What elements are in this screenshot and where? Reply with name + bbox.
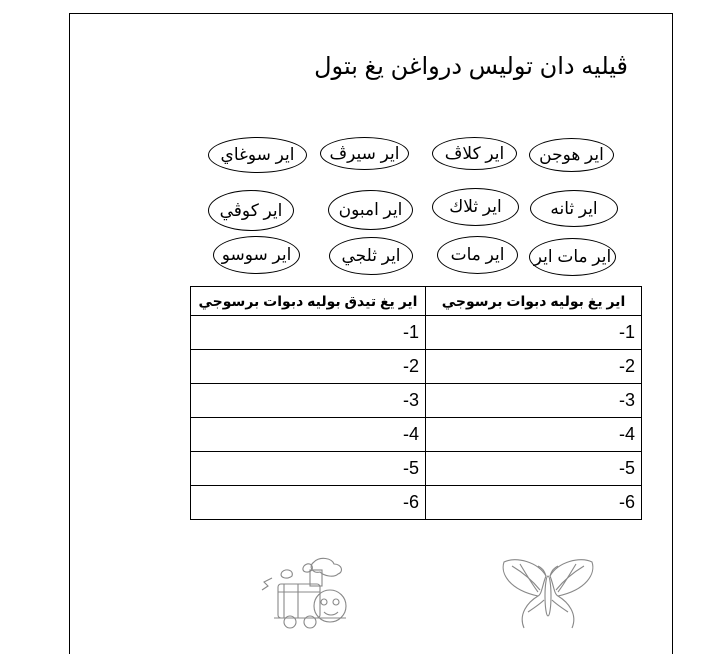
word-oval: اير امبون <box>328 190 413 230</box>
table-row <box>191 384 642 418</box>
header-allowed: اير يغ بوليه دبوات برسوجي <box>426 287 642 316</box>
word-oval: اير ثلجي <box>329 237 413 275</box>
answer-cell[interactable]: 2- <box>191 350 426 384</box>
word-oval: اير هوجن <box>529 138 614 172</box>
table-row <box>191 316 642 350</box>
word-oval: اير كلاڤ <box>432 137 517 170</box>
answer-cell[interactable]: 3- <box>426 384 642 418</box>
answer-cell[interactable]: 3- <box>191 384 426 418</box>
answer-cell[interactable]: 6- <box>426 486 642 520</box>
answer-cell[interactable]: 4- <box>191 418 426 452</box>
word-oval: اير سوغاي <box>208 137 307 173</box>
table-row <box>191 418 642 452</box>
answer-cell[interactable]: 2- <box>426 350 642 384</box>
train-image <box>254 556 364 630</box>
answer-cell[interactable]: 6- <box>191 486 426 520</box>
word-oval: اير كوڤي <box>208 190 294 231</box>
header-not-allowed: اير يغ تيدق بوليه دبوات برسوجي <box>191 287 426 316</box>
word-oval: اير ثلاك <box>432 188 519 226</box>
table-row <box>191 350 642 384</box>
table-header-row <box>191 287 642 316</box>
word-oval: اير مات <box>437 236 518 274</box>
worksheet-title: ڤيليه دان توليس درواغن يغ بتول <box>314 53 628 80</box>
word-oval: اير سيرڤ <box>320 137 409 170</box>
word-oval: اير مات اير <box>529 238 616 276</box>
word-oval: اير ثانه <box>530 190 618 227</box>
table-row <box>191 486 642 520</box>
answer-table <box>190 286 642 520</box>
table-row <box>191 452 642 486</box>
answer-cell[interactable]: 5- <box>426 452 642 486</box>
butterfly-image <box>498 556 598 630</box>
answer-cell[interactable]: 1- <box>191 316 426 350</box>
answer-cell[interactable]: 1- <box>426 316 642 350</box>
answer-cell[interactable]: 4- <box>426 418 642 452</box>
word-oval: اير سوسو <box>213 236 300 274</box>
answer-cell[interactable]: 5- <box>191 452 426 486</box>
